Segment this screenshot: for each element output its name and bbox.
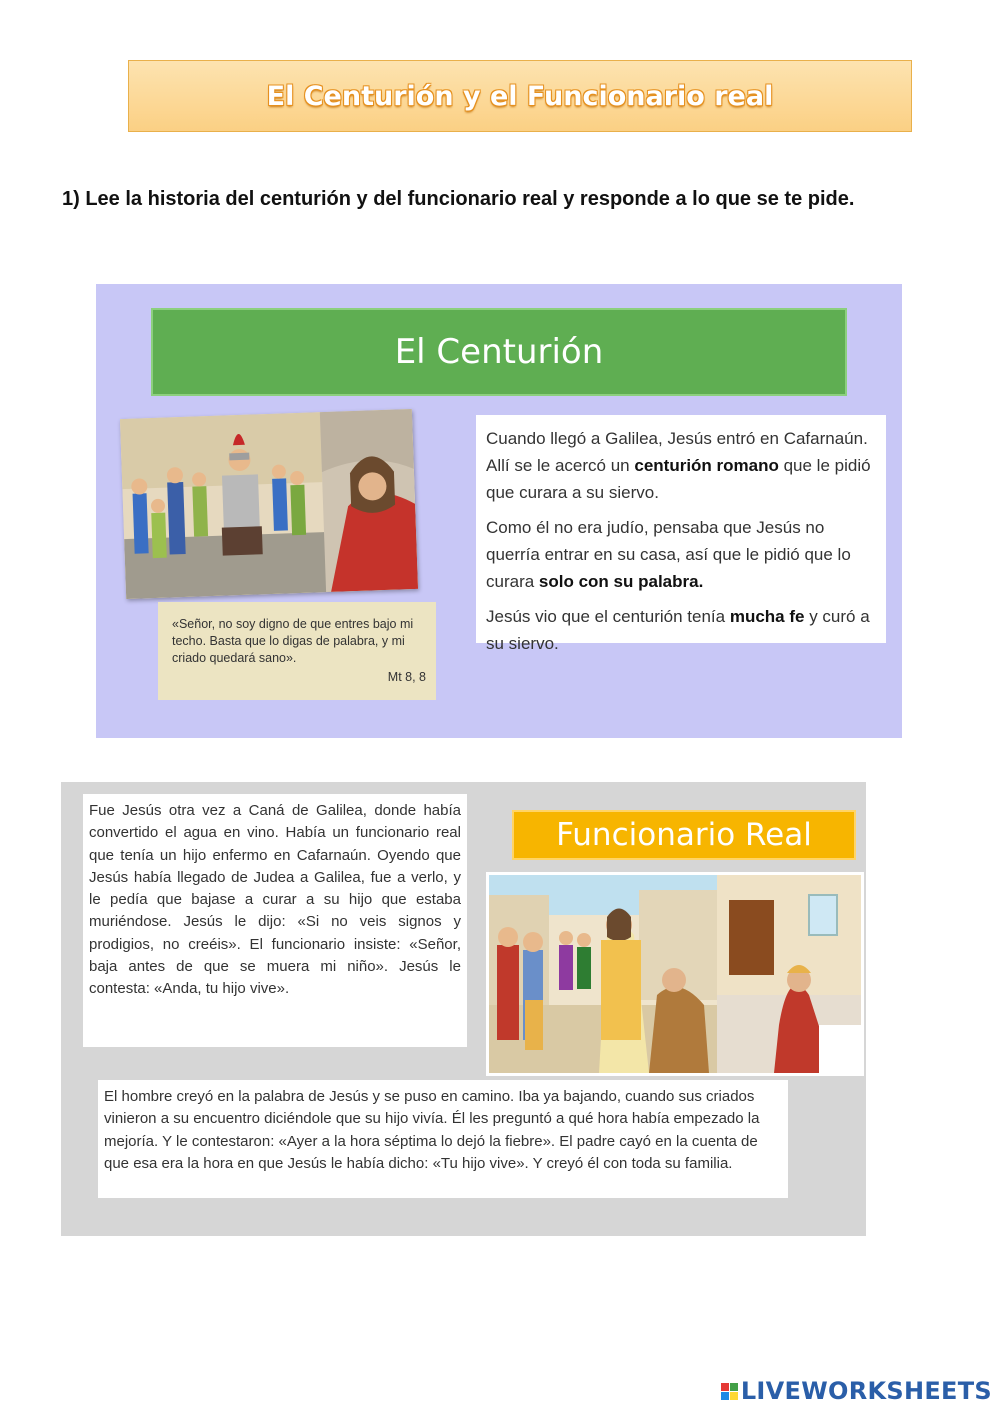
centurion-p3-bold: mucha fe (729, 607, 805, 626)
centurion-p1-text-end: que le pidió que curara a su siervo. (486, 456, 871, 502)
instruction-text: 1) Lee la historia del centurión y del funcionario real y responde a lo que se te pide. (62, 188, 855, 210)
funcionario-label-text: Funcionario Real (556, 817, 812, 853)
centurion-header (151, 308, 847, 396)
centurion-story-box (476, 415, 886, 653)
centurion-quote: «Señor, no soy digno de que entres bajo mi techo. Basta que lo digas de palabra, y mi criado quedará sano». (172, 617, 414, 665)
centurion-p3-text: Jesús vio que el centurión tenía (486, 607, 730, 626)
centurion-p3-text-end: y curó a su siervo. (486, 607, 870, 653)
centurion-p1-bold: centurión romano (634, 456, 779, 475)
funcionario-story-part-1: Fue Jesús otra vez a Caná de Galilea, donde había convertido el agua en vino. Había un funcionario real que tenía un hijo enfermo en Cafarnaún. Oyendo que Jesús había llegado de Judea a Galilea, fue a verlo, y le pedía que bajase a curar a su hijo que estaba muriéndose. Jesús le dijo: «Si no veis signos y prodigios, no creéis». El funcionario insiste: «Señor, baja antes de que se muera mi niño». Jesús le contesta: «Anda, tu hijo vive». (83, 794, 467, 1047)
liveworksheets-brand (721, 1377, 992, 1405)
centurion-paragraph-2 (486, 514, 874, 595)
centurion-p2-text: Como él no era judío, pensaba que Jesús no querría entrar en su casa, así que le pidió que lo curara (486, 518, 851, 591)
funcionario-story-part-2: El hombre creyó en la palabra de Jesús y se puso en camino. Iba ya bajando, cuando sus criados vinieron a su encuentro diciéndole que su hijo vivía. Él les preguntó a qué hora había empezado la mejoría. Y le contestaron: «Ayer a la hora séptima lo dejó la fiebre». El padre cayó en la cuenta de que esa era la hora en que Jesús le había dicho: «Tu hijo vive». Y creyó él con toda su familia. (98, 1080, 788, 1198)
centurion-quote-reference: Mt 8, 8 (387, 670, 426, 684)
funcionario-illustration (486, 872, 864, 1076)
centurion-p1-text: Cuando llegó a Galilea, Jesús entró en Cafarnaún. Allí se le acercó un (486, 429, 868, 475)
funcionario-panel (61, 782, 866, 1236)
centurion-illustration (120, 409, 418, 599)
worksheet-title: El Centurión y el Funcionario real (266, 80, 774, 112)
centurion-p2-bold: solo con su palabra. (538, 572, 704, 591)
centurion-panel (96, 284, 902, 738)
centurion-header-text: El Centurión (394, 332, 604, 372)
funcionario-label (512, 810, 856, 860)
liveworksheets-logo-icon (721, 1383, 738, 1400)
centurion-paragraph-3 (486, 603, 874, 657)
worksheet-title-banner (128, 60, 912, 132)
centurion-quote-box (158, 602, 436, 700)
brand-name: LIVEWORKSHEETS (740, 1377, 992, 1405)
centurion-paragraph-1 (486, 425, 874, 506)
